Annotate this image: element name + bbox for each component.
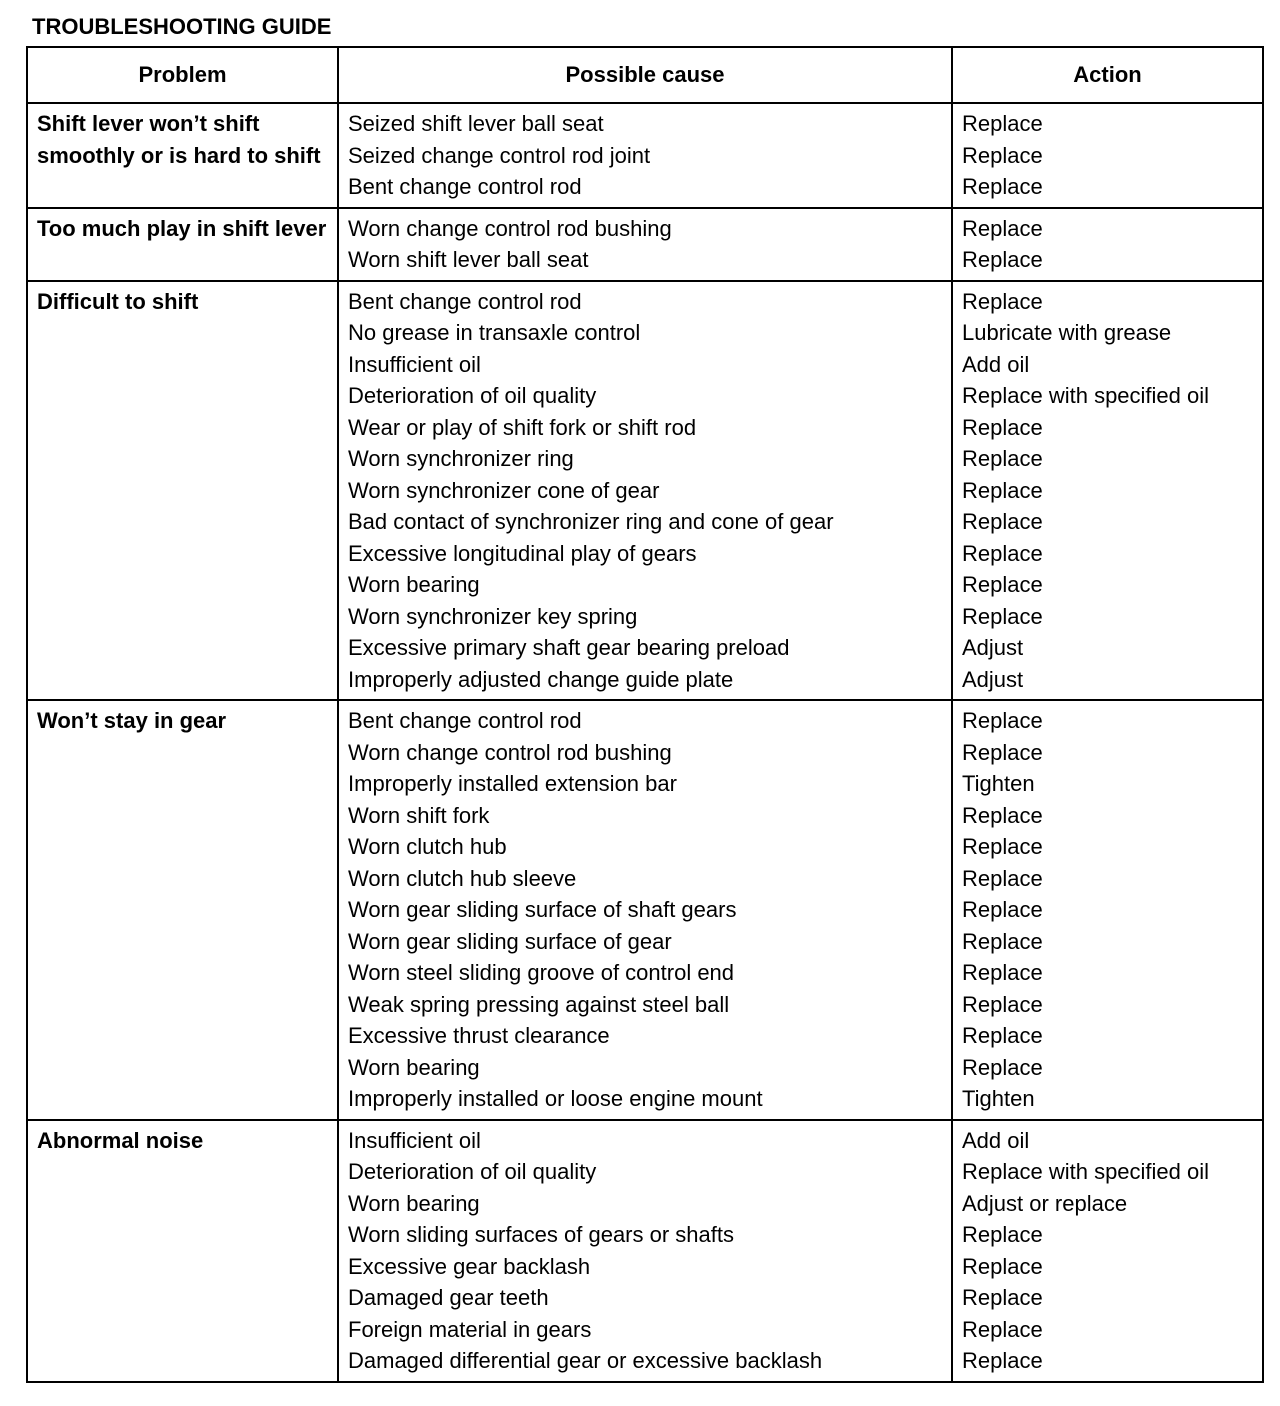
header-row [27,47,1263,103]
table-row [27,208,1263,281]
action-cell [952,281,1263,701]
cause-item: No grease in transaxle control [348,320,641,345]
problem-cell: Won’t stay in gear [27,700,338,1120]
action-cell [952,208,1263,281]
action-item: Lubricate with grease [962,320,1172,345]
cause-item: Worn change control rod bushing [348,215,672,241]
action-cell [952,700,1263,1120]
cause-item: Worn clutch hub sleeve [348,865,577,891]
action-item: Replace [962,1348,1043,1373]
possible-cause-cell [338,208,952,281]
cause-item: Worn clutch hub [348,834,507,859]
action-item: Replace [962,111,1043,136]
action-item: Replace [962,1316,1043,1342]
action-item: Replace [962,142,1043,168]
action-item: Replace [962,1222,1043,1247]
cause-item: Deterioration of oil quality [348,383,597,408]
action-item: Replace [962,960,1043,985]
cause-item: Improperly adjusted change guide plate [348,666,734,692]
table-body [27,103,1263,1382]
cause-item: Insufficient oil [348,351,481,377]
cause-item: Bent change control rod [348,708,582,733]
cause-item: Excessive thrust clearance [348,1023,610,1048]
possible-cause-cell [338,103,952,208]
action-item: Replace [962,802,1043,828]
action-item: Replace [962,834,1043,859]
cause-item: Improperly installed or loose engine mount [348,1086,763,1111]
action-item: Tighten [962,1086,1035,1111]
cause-item: Bad contact of synchronizer ring and cone of gear [348,509,834,534]
action-item: Replace [962,446,1043,471]
action-cell [952,103,1263,208]
action-item: Replace [962,1023,1043,1048]
cause-item: Bent change control rod [348,288,582,314]
cause-item: Worn synchronizer cone of gear [348,477,660,503]
action-item: Adjust [962,635,1024,660]
action-item: Add oil [962,351,1030,377]
possible-cause-cell [338,700,952,1120]
cause-item: Bent change control rod [348,174,582,199]
cause-item: Worn shift fork [348,802,490,828]
action-item: Replace with specified oil [962,1159,1210,1184]
table-row [27,103,1263,208]
cause-item: Weak spring pressing against steel ball [348,991,730,1017]
cause-item: Worn bearing [348,1054,480,1080]
troubleshooting-table [26,46,1264,1383]
possible-cause-cell [338,281,952,701]
cause-item: Worn sliding surfaces of gears or shafts [348,1222,734,1247]
action-item: Replace with specified oil [962,383,1210,408]
cause-item: Worn bearing [348,572,480,597]
cause-item: Insufficient oil [348,1127,481,1153]
action-item: Replace [962,414,1043,440]
header-possible-cause: Possible cause [338,47,952,103]
action-item: Replace [962,288,1043,314]
action-cell [952,1120,1263,1382]
problem-cell: Difficult to shift [27,281,338,701]
table-row [27,700,1263,1120]
problem-cell: Too much play in shift lever [27,208,338,281]
action-item: Adjust [962,666,1024,692]
action-item: Replace [962,739,1043,765]
cause-item: Excessive gear backlash [348,1253,591,1279]
action-item: Replace [962,865,1043,891]
action-item: Replace [962,572,1043,597]
action-item: Replace [962,1054,1043,1080]
action-item: Replace [962,991,1043,1017]
action-item: Replace [962,708,1043,733]
cause-item: Worn shift lever ball seat [348,247,589,272]
header-problem: Problem [27,47,338,103]
action-item: Replace [962,477,1043,503]
action-item: Replace [962,1253,1043,1279]
action-item: Replace [962,540,1043,566]
action-item: Adjust or replace [962,1190,1128,1216]
cause-item: Wear or play of shift fork or shift rod [348,414,697,440]
cause-item: Worn steel sliding groove of control end [348,960,735,985]
problem-cell: Abnormal noise [27,1120,338,1382]
action-item: Replace [962,215,1043,241]
action-item: Add oil [962,1127,1030,1153]
page-title: TROUBLESHOOTING GUIDE [32,14,332,39]
cause-item: Damaged gear teeth [348,1285,549,1310]
cause-item: Worn gear sliding surface of gear [348,928,672,954]
action-item: Replace [962,174,1043,199]
header-action: Action [952,47,1263,103]
table-row [27,1120,1263,1382]
cause-item: Worn synchronizer key spring [348,603,638,629]
action-item: Replace [962,247,1043,272]
table-row [27,281,1263,701]
cause-item: Excessive primary shaft gear bearing preload [348,635,790,660]
cause-item: Seized change control rod joint [348,142,651,168]
cause-item: Seized shift lever ball seat [348,111,604,136]
problem-cell: Shift lever won’t shift smoothly or is hard to shift [27,103,338,208]
cause-item: Foreign material in gears [348,1316,592,1342]
action-item: Replace [962,1285,1043,1310]
cause-item: Excessive longitudinal play of gears [348,540,697,566]
cause-item: Worn bearing [348,1190,480,1216]
cause-item: Damaged differential gear or excessive backlash [348,1348,823,1373]
action-item: Replace [962,897,1043,922]
cause-item: Worn synchronizer ring [348,446,574,471]
action-item: Replace [962,603,1043,629]
possible-cause-cell [338,1120,952,1382]
cause-item: Worn gear sliding surface of shaft gears [348,897,737,922]
cause-item: Improperly installed extension bar [348,771,677,796]
cause-item: Worn change control rod bushing [348,739,672,765]
action-item: Tighten [962,771,1035,796]
action-item: Replace [962,928,1043,954]
action-item: Replace [962,509,1043,534]
cause-item: Deterioration of oil quality [348,1159,597,1184]
